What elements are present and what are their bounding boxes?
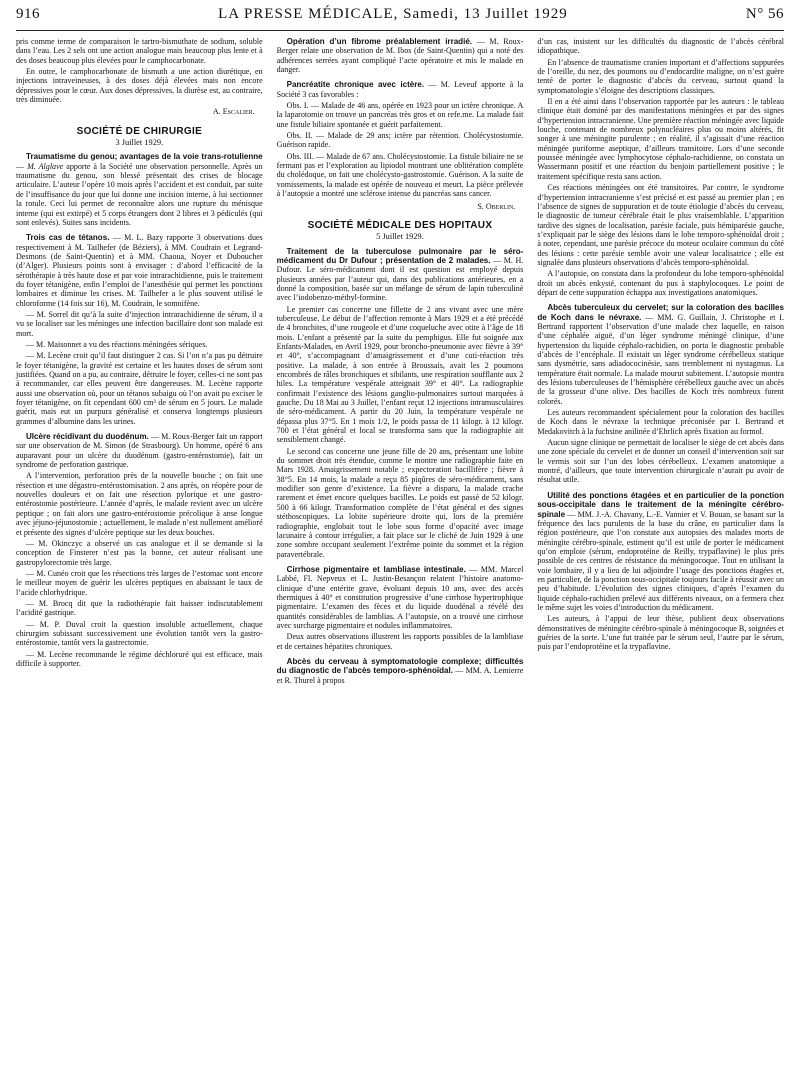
article-tuberculose (277, 247, 524, 303)
paragraph: Les auteurs recommandent spécialement pour la coloration des bacilles de Koch dans le névraxe la technique préconisée par I. Bertrand et Medakovitch à la fuchsine anilinée d’Ehrlich après fixation au formol. (537, 408, 784, 436)
article-title: Abcès du cerveau à symptomatologie complexe; difficultés du diagnostic de l’abcès temporo-sphénoïdal. (276, 656, 524, 676)
article-text: — MM. Marcel Labbé, Fl. Nepveux et L. Justin-Besançon relatent l’histoire anatomo-clinique d’une entérite grave, évoluant depuis 10 ans, avec des accès thermiques à 40° et constitution progressive d’une cirrhose hypertrophique pigmentaire. L’examen des fèces et du liquide duodénal a révélé des quantités considérables de lamblias. A l’autopsie, on a trouvé une cirrhose avec surcharge pigmentaire et nodules inflammatoires. (276, 564, 524, 630)
article-text: — M. H. Dufour. Le séro-médicament dont il est question est employé depuis plusieurs années par l’auteur qui, dans des publications antérieures, en a donné la composition, basée sur un mélange de sérum de lapin tuberculiné avec l’iodobenzo-méthyl-formine. (276, 255, 524, 303)
article-text: — MM. A. Lemierre et R. Thurel à propos (276, 666, 524, 685)
article-title: Trois cas de tétanos. (26, 233, 110, 243)
article-cirrhose (277, 565, 524, 630)
paragraph: Deux autres observations illustrent les rapports possibles de la lambliase et de certaines hépatites chroniques. (276, 632, 524, 651)
observation: Obs. III. — Malade de 67 ans. Cholécystostomie. La fistule biliaire ne se fermant pas et l’exploration au lipiodol montrant une oblitération complète du cholédoque, on fait une cholécysto-gastrostomie. Guérison. A la suite de vomissements, la malade est opérée de nouveau et meurt. La pièce prélevée à l’autopsie a montré une sclérose intense du pancréas sans cancer. (276, 151, 524, 199)
article-columns (16, 37, 784, 687)
signature: A. Escalier. (212, 107, 255, 117)
paragraph: pris comme terme de comparaison le tartro-bismuthate de sodium, soluble dans l’eau. Les 2 sels ont une action analogue mais beaucoup plus lente et à des doses beaucoup plus élevées pour le camphocarbonate. (16, 37, 263, 65)
section-date: 5 Juillet 1929. (376, 232, 424, 242)
observation: Obs. I. — Malade de 46 ans, opérée en 1923 pour un ictère chronique. A la laparotomie on trouve un pancréas très gros et on refe.me. La malade fait une fistule biliaire spontanée et guérit parfaitement. (276, 101, 524, 129)
paragraph: Le second cas concerne une jeune fille de 20 ans, présentant une lobite du sommet droit très étendue, comme le montre une radiographie faite en Mars 1928. Amaigrissement notable ; expectoration bacillifère ; fièvre à 38°5. En 14 mois, la malade a reçu 85 piqûres de séro-médicament, sans modifier son genre d’existence. La fièvre a disparu, la malade crache rarement et émet encore quelques bacilles. Le poids est passé de 52 kilogr. 500 à 66 kilogr. Transformation complète de l’état général et des signes stéthoscopiques. La lobite supérieure droite qui, lors de la première radiographie, englobait tout le lobe sous forme d’opacité avec image lacunaire à contour irrégulier, a fait place sur le cliché de Juin 1929 à une zone sombre occupant seulement l’extrême pointe du sommet et la région paravertébrale. (276, 446, 524, 559)
header-rule (16, 30, 784, 31)
article-text: apporte à la Société une observation personnelle. Après un traumatisme du genou, son blessé présentait des crises de blocage articulaire. L’auteur l’opère 10 mois après l’accident et est conduit, par suite de l’insuffisance du jour que lui donne une incision interne, à lui sectionner la rotule. Ceci lui permet de reconnaître alors une rupture du ménisque interne (qui est extirpé) et 5 corps étrangers dont 2 libres et 3 pédiculés (qui sont enlevés). Suites sans incidents. (16, 161, 263, 227)
article-text: — MM. J.-A. Chavany, L.-E. Vannier et V. Bouan, se basant sur la fréquence des lacs purulents de la base du crâne, en particulier dans la région postérieure, que l’on constate aux autopsies des malades morts de méningite cérébro-spinale, estiment qu’il est utile de porter le médicament qu’on emploie (sérum, endoprotéine de Reilly, trypaflavine) le plus près possible de ces centres de résistance du méningocoque. Tout en utilisant la voie lombaire, il y a lieu de lui adjoindre l’usage des ponctions étagées et, en particulier, de la ponction sous-occipitale toujours facile à réussir avec un peu d’habitude. L’évolution des signes cliniques, d’après l’examen du liquide céphalo-rachidien prélevé aux différents niveaux, on a fermera chez le même sujet les voies d’introduction du médicament. (537, 509, 784, 612)
article-ponctions-etagees (537, 491, 784, 612)
paragraph: — M. Sorrel dit qu’à la suite d’injection intrarachidienne de sérum, il a vu se localiser sur les méninges une infection bacillaire dont son malade est mort. (16, 309, 263, 338)
article-title: Traumatisme du genou; avantages de la voie trans-rotulienne (26, 152, 263, 162)
paragraph: — M. Lecène recommande le régime déchloruré qui est efficace, mais difficile à supporter. (16, 649, 263, 668)
paragraph: En outre, le camphocarbonate de bismuth a une action diurétique, en injections intraveineuses, à des doses déjà élevées mais non encore dépressives pour le cœur. Aux doses dépressives, la diurèse est, au contraire, très diminuée. (16, 67, 263, 105)
page-number: 916 (16, 6, 40, 22)
article-title: Abcès tuberculeux du cervelet; sur la coloration des bacilles de Koch dans le névraxe. (537, 303, 784, 322)
signature: S. Oberlin. (477, 201, 516, 211)
article-text: — M. Leveuf apporte à la Société 3 cas favorables : (276, 80, 524, 99)
paragraph: d’un cas, insistent sur les difficultés du diagnostic de l’abcès cérébral idiopathique. (537, 37, 784, 56)
article-text: — MM. G. Guillain, J. Christophe et I. Bertrand rapportent l’observation d’une malade chez laquelle, en raison d’une céphalée aiguë, d’un léger syndrome méningé clinique, d’une hypertension du liquide céphalo-rachidien, on porta le diagnostic probable d’abcès de l’encéphale. Il existait un léger syndrome cérébelleux statique sans dysmétrie, sans adiadococinésie, sans tremblement ni nystagmus. La température était normale. La malade mourut subitement. L’autopsie montra des lésions tuberculeuses de l’hémisphère cérébelleux gauche avec un abcès de la grosseur d’une olive. Des bacilles de Koch très nombreux furent colorés. (537, 312, 784, 406)
paragraph: A l’autopsie, on constata dans la profondeur du lobe temporo-sphénoïdal droit un abcès enkysté, contenant du pus à staphylocoques. Le point de départ de cette suppuration échappa aux investigations anatomiques. (537, 269, 784, 297)
column-1 (16, 37, 263, 687)
paragraph: — M. Okinczyc a observé un cas analogue et il se demande si la conception de Finsterer n’est pas la bonne, cet auteur réalisant une gastropylorectomie très large. (16, 538, 263, 567)
paragraph: A l’intervention, perforation près de la nouvelle bouche ; on fait une résection et une dégastro-entérostomisation. 2 ans après, on réopère pour de nouvelles douleurs et on fait une résection pylorique et une gastro-entérostomie postérieure. L’année d’après, le malade revient avec un ulcère peptique ; on fait alors une gastro-entérostomie précolique à anse longue avec jéjuno-jéjunostomie ; actuellement, le malade n’est nullement amélioré et présente des signes d’ulcère peptique sur les deux bouches. (16, 471, 263, 537)
paragraph: Le premier cas concerne une fillette de 2 ans vivant avec une mère tuberculeuse. Le début de l’affection remonte à Mars 1929 et a été précédé de 4 bronchites, d’une rougeole et d’une coqueluche avec otite à l’âge de 18 mois. L’enfant a présenté par la suite du pemphigus. Elle fut soignée aux Enfants-Malades, en Avril 1929, pour broncho-pneumonie avec fièvre à 39° et 40°, s’accompagnant d’amaigrissement et d’une cuti-réaction très positive. La malade, à son entrée à Broussais, avait les 2 poumons encombrés de râles bronchiques et sibilants, une respiration soufflante aux 2 hiles. La température vespérale atteignait 39° et 40°. La radiographie confirmait l’existence des lésions ganglio-pulmonaires surtout marquées à gauche. Du 18 Mai au 3 Juillet, l’enfant reçut 12 injections intramusculaires de séro-médicament. A partir du 20 Juin, la température vespérale ne dépassa plus 37°5. En 1 mois 1/2, le poids passa de 11 kilogr. à 12 kilogr. 700 et l’état général et local se transforma sans que la radiographie ait sensiblement changé. (276, 304, 524, 445)
section-title-chirurgie: SOCIÉTÉ DE CHIRURGIE (76, 125, 203, 137)
article-title: Cirrhose pigmentaire et lambliase intestinale. (286, 564, 466, 574)
article-traumatisme-genou: Traumatisme du genou; avantages de la voie trans-rotulienne — M. Alglave apporte à la Société une observation personnelle. Après un traumatisme du genou, son blessé présentait des crises de blocage articulaire. L’auteur l’opère 10 mois après l’accident et est conduit, par suite de l’insuffisance du jour que lui donne une incision interne, à lui sectionner la rotule. Ceci lui permet de reconnaître alors une rupture du ménisque interne (qui est extirpé) et 5 corps étrangers dont 2 libres et 3 pédiculés (qui sont enlevés). Suites sans incidents. (16, 152, 263, 227)
article-fibrome (277, 37, 524, 74)
paragraph: Ces réactions méningées ont été transitoires. Par contre, le syndrome d’hypertension intracranienne s’est précisé et est passé au premier plan ; en l’absence de signes de suppuration et de toute étiologie d’abcès du cerveau, le diagnostic de tumeur cérébrale était le plus vraisemblable. L’apparition tardive des signes de localisation, parésie faciale, puis hémiparésie gauche, s’expliquait par le siège des lésions dans le lobe temporo-sphénoïdal droit ; à noter, cependant, une parésie précoce du moteur oculaire commun du côté des lésions : cette parésie semble avoir une valeur localisatrice ; elle est signalée dans plusieurs observations d’abcès temporo-sphénoïdal. (537, 183, 784, 267)
journal-title: LA PRESSE MÉDICALE, Samedi, 13 Juillet 1929 (218, 6, 568, 22)
article-text: — M. Roux-Berger relate une observation de M. Ibos (de Saint-Quentin) qui a noté des adhérences serrées ayant compliqué l’acte opératoire et mis le malade en danger. (276, 37, 524, 75)
paragraph: — M. Brocq dit que la radiothérapie fait baisser indiscutablement l’acidité gastrique. (16, 598, 263, 618)
paragraph: En l’absence de traumatisme cranien important et d’affections suppurées de l’oreille, du nez, des poumons ou d’endocardite maligne, on n’est guère tenté de porter le diagnostic d’abcès du cerveau, surtout quand la symptomatologie s’éloigne des descriptions classiques. (537, 57, 784, 95)
article-title: Pancréatite chronique avec ictère. (286, 80, 425, 90)
article-abces-cerveau (277, 657, 524, 685)
paragraph: — M. P. Duval croit la question insoluble actuellement, chaque chirurgien subissant successivement une évolution tantôt vers la gastro-entérostomie, tantôt vers la gastrectomie. (16, 619, 263, 648)
column-3 (537, 37, 784, 687)
article-ulcere-duodenum (16, 432, 263, 469)
paragraph: — M. Maisonnet a vu des réactions méningées sériques. (26, 339, 208, 349)
paragraph: — M. Cunéo croit que les résections très larges de l’estomac sont encore le meilleur moyen de guérir les ulcères peptiques en abaissant le taux de l’acide chlorhydrique. (16, 568, 263, 597)
article-author: M. Alglave (27, 161, 64, 171)
article-text: — M. Roux-Berger fait un rapport sur une observation de M. Simon (de Strasbourg). Un homme, opéré 6 ans auparavant pour un ulcère du duodénum (gastro-entérostomie), fait un syndrome de perforation gastrique. (16, 432, 263, 470)
article-title: Utilité des ponctions étagées et en particulier de la ponction sous-occipitale dans le traitement de la méningite cérébro-spinale (537, 490, 784, 519)
section-title-hopitaux: SOCIÉTÉ MÉDICALE DES HOPITAUX (307, 219, 493, 231)
paragraph: — M. Lecène croit qu’il faut distinguer 2 cas. Si l’on n’a pas pu détruire le foyer tétanigène, la gravité est certaine et les hautes doses de sérum sont justifiées. Quand on a pu, au contraire, détruire le foyer, celles-ci ne sont pas à recommander, car elles peuvent être dangereuses. M. Lecène rapporte aussi une observation où, pour un tétanos subaigu où l’on avait pu exciser le foyer tétanigène, on fit cependant 600 cm³ de sérum en 5 jours. Le malade guérit, mais eut un purpura généralisé et conserva longtemps plusieurs grammes d’albumine dans les urines. (16, 351, 263, 426)
paragraph: Il en a été ainsi dans l’observation rapportée par les auteurs : le tableau clinique était dominé par des manifestations méningées et par des signes d’hypertension intracranienne. Une première réaction méningée avec liquide louche, contenant de nombreux polynucléaires plus ou moins altérés, fit songer à une méningite purulente ; en réalité, il s’agissait d’une réaction méningée puriforme aseptique, d’ailleurs transitoire. Lors d’une seconde poussée méningée avec lymphocytose céphalo-rachidienne, on constata un Wassermann positif et une réaction du benjoin partiellement positive ; le traitement spécifique resta sans action. (537, 97, 784, 181)
section-date: 3 Juillet 1929. (115, 138, 164, 148)
paragraph: Aucun signe clinique ne permettait de localiser le siège de cet abcès dans une zone spéciale du cervelet et de donner un conseil d’intervention soit sur le vermis soit sur l’un des lobes cérébelleux. L’examen anatomique a montré, d’ailleurs, que toute intervention chirurgicale n’aurait pu avoir de résultat utile. (537, 438, 784, 485)
article-title: Ulcère récidivant du duodénum. (26, 432, 149, 442)
column-2 (277, 37, 524, 687)
article-text: — M. L. Bazy rapporte 3 observations dues respectivement à M. Tailhefer (de Béziers), à MM. Coudrain et Legrand-Desmons (de Saint-Quentin) et à MM. Chaoua, Noyer et Duboucher (d’Alger). Plusieurs points sont à envisager : d’abord l’efficacité de la sérothérapie à très haute dose et par voie intrarachidienne, puis le traitement du foyer tétanigène, enfin l’emploi de l’anesthésie qui permet les ponctions lombaires et diminue les crises. M. Tailhefer a le plus souvent utilisé le chloroforme (14 fois sur 16), M. Coudrain, le somnifène. (16, 233, 263, 308)
observation: Obs. II. — Malade de 29 ans; ictère par rétention. Cholécystostomie. Guérison rapide. (276, 131, 524, 150)
article-tetanos (16, 233, 263, 308)
article-title: Traitement de la tuberculose pulmonaire par le séro-médicament du Dr Dufour ; présentation de 2 malades. (276, 246, 524, 265)
paragraph: Les auteurs, à l’appui de leur thèse, publient deux observations démonstratives de méningite cérébro-spinale à méningocoque B, soignées et guéries de la sorte. L’une fut traitée par le sérum seul, l’autre par le sérum, puis par l’endoprotéine et la trypaflavine. (537, 614, 784, 652)
article-title: Opération d’un fibrome préalablement irradié. (286, 37, 473, 46)
article-abces-cervelet (537, 303, 784, 406)
article-pancreatite (277, 80, 524, 99)
issue-number: N° 56 (745, 6, 784, 22)
page-header (16, 6, 784, 28)
